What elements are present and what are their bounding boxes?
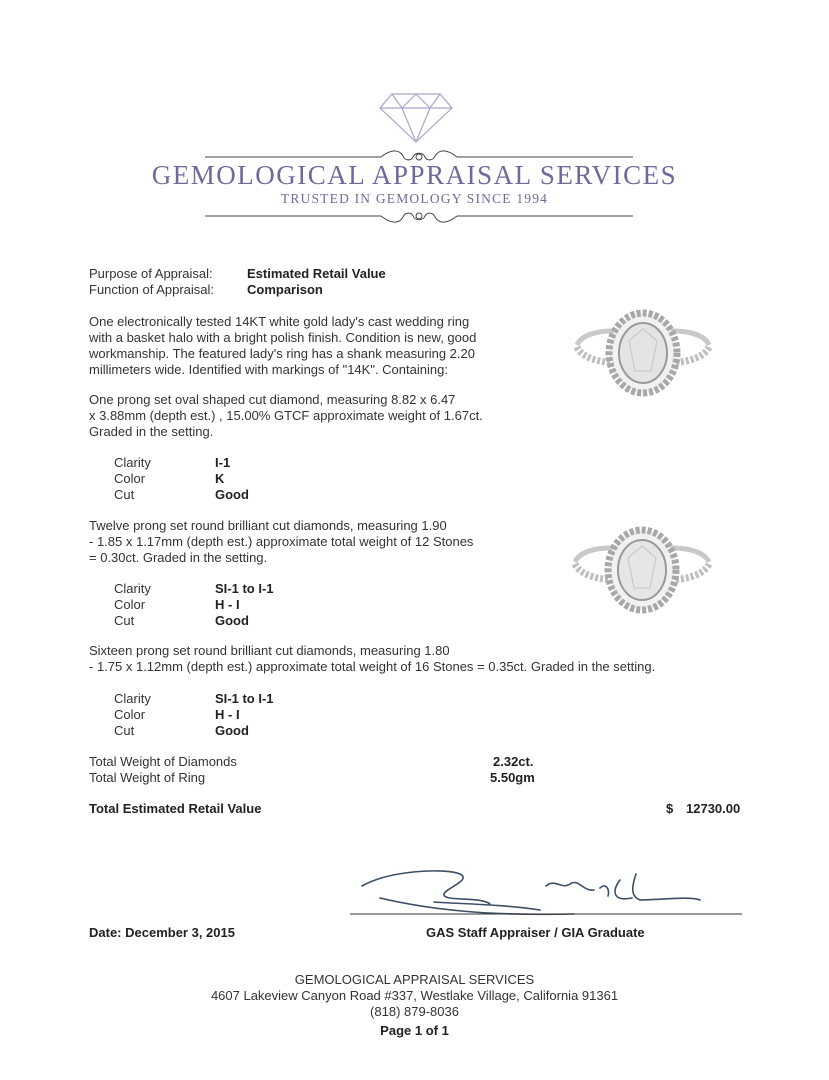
stone3-clarity-value: SI-1 to I-1 xyxy=(215,691,274,706)
retail-value-label: Total Estimated Retail Value xyxy=(89,801,262,816)
ring-image-bottom xyxy=(571,518,713,618)
purpose-value: Estimated Retail Value xyxy=(247,266,386,281)
retail-value: 12730.00 xyxy=(686,801,741,816)
logo-company-name: GEMOLOGICAL APPRAISAL SERVICES xyxy=(151,160,678,190)
footer-address: 4607 Lakeview Canyon Road #337, Westlake Village, California 91361 xyxy=(210,988,619,1003)
appraiser-signature xyxy=(350,860,745,922)
stone3-cut-value: Good xyxy=(215,723,249,738)
total-diamonds-label: Total Weight of Diamonds xyxy=(89,754,237,769)
footer-phone: (818) 879-8036 xyxy=(370,1004,459,1019)
diamond-logo-icon xyxy=(378,92,454,144)
function-value: Comparison xyxy=(247,282,323,297)
stone2-color-value: H - I xyxy=(215,597,240,612)
appraisal-date: Date: December 3, 2015 xyxy=(89,925,235,940)
function-label: Function of Appraisal: xyxy=(89,282,215,297)
total-diamonds-value: 2.32ct. xyxy=(493,754,534,769)
stone1-clarity-value: I-1 xyxy=(215,455,231,470)
stone2-clarity-label: Clarity xyxy=(114,581,151,596)
retail-currency: $ xyxy=(666,801,674,816)
logo-tagline: TRUSTED IN GEMOLOGY SINCE 1994 xyxy=(280,191,549,206)
stone2-description: Twelve prong set round brilliant cut diamonds, measuring 1.90 - 1.85 x 1.17mm (depth est.) approximate total weight of 12 Stones = 0.30ct. Graded in the setting. xyxy=(89,518,474,565)
stone2-cut-value: Good xyxy=(215,613,249,628)
stone3-color-label: Color xyxy=(114,707,146,722)
stone1-description: One prong set oval shaped cut diamond, measuring 8.82 x 6.47 x 3.88mm (depth est.) , 15.00% GTCF approximate weight of 1.67ct. Graded in the setting. xyxy=(89,392,483,439)
stone3-cut-label: Cut xyxy=(114,723,135,738)
stone1-color-value: K xyxy=(215,471,225,486)
ring-image-top xyxy=(573,305,713,405)
footer-company: GEMOLOGICAL APPRAISAL SERVICES xyxy=(294,972,535,987)
purpose-label: Purpose of Appraisal: xyxy=(89,266,213,281)
stone1-color-label: Color xyxy=(114,471,146,486)
stone3-description: Sixteen prong set round brilliant cut diamonds, measuring 1.80 - 1.75 x 1.12mm (depth est.) approximate total weight of 16 Stones = 0.35ct. Graded in the setting. xyxy=(89,643,656,674)
stone2-color-label: Color xyxy=(114,597,146,612)
stone3-color-value: H - I xyxy=(215,707,240,722)
ornament-divider-bottom xyxy=(205,206,633,226)
total-ring-value: 5.50gm xyxy=(490,770,535,785)
stone3-clarity-label: Clarity xyxy=(114,691,151,706)
stone2-cut-label: Cut xyxy=(114,613,135,628)
appraiser-title: GAS Staff Appraiser / GIA Graduate xyxy=(426,925,645,940)
stone1-cut-value: Good xyxy=(215,487,249,502)
stone1-cut-label: Cut xyxy=(114,487,135,502)
stone2-clarity-value: SI-1 to I-1 xyxy=(215,581,274,596)
stone1-clarity-label: Clarity xyxy=(114,455,151,470)
item-description: One electronically tested 14KT white gold lady's cast wedding ring with a basket halo with a bright polish finish. Condition is new, good workmanship. The featured lady's ring has a shank measuring 2.20 millimeters wide. Identified with markings of "14K". Containing: xyxy=(89,314,477,377)
page-number: Page 1 of 1 xyxy=(380,1023,449,1038)
total-ring-label: Total Weight of Ring xyxy=(89,770,206,785)
